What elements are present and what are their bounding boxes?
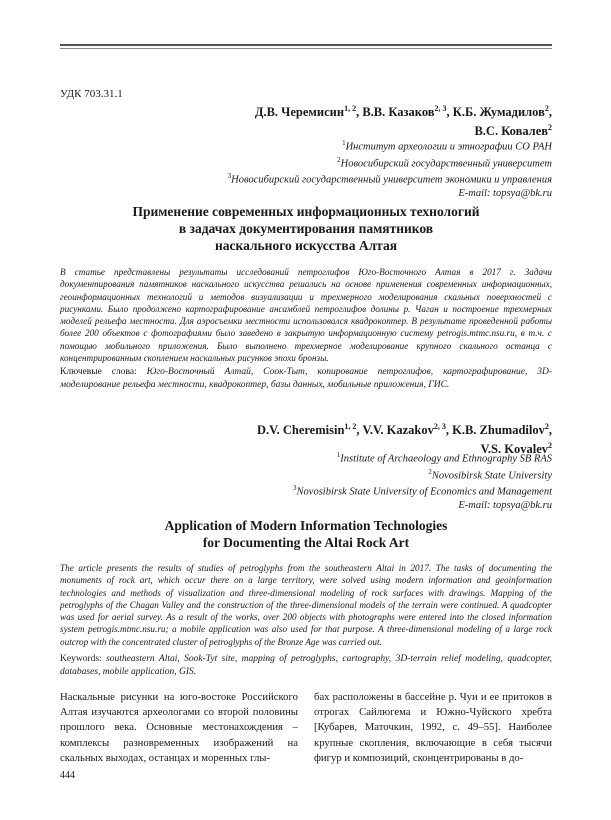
author-affil-sup: 2 (548, 123, 552, 133)
ru-title: Применение современных информационных технологий в задачах документирования памятников наскального искусства Алтая (132, 204, 480, 253)
author-name: В.В. Казаков (362, 105, 435, 120)
ru-abstract: В статье представлены результаты исследований петроглифов Юго-Восточного Алтая в 2017 г. Задачи документирования памятников наскального искусства решались на основе применения современных информационных, геоинформационных технологий и методов визуализации и трехмерного моделирования скальных поверхностей с рисунками. Было продолжено картографирование ансамблей петроглифов долины р. Чаган и построение трехмерных моделей рельефа местности. Для аэросъемки местности использовался квадрокоптер. В результате проведенной работы более 200 объектов с фотографиями было заведено в закрытую информационную систему petrogis.mtmc.nsu.ru, в т.ч. с помощью мобильного приложения. Было выполнено трехмерное моделирование крупного скального останца с концентрированным скоплением наскальных рисунков эпохи бронзы. (60, 267, 552, 364)
author-name: В.С. Ковалев (474, 124, 548, 139)
author-name: К.Б. Жумадилов (452, 105, 545, 120)
author-name: V.V. Kazakov (362, 423, 434, 438)
ru-affil-2: $^2$Новосибирский государственный университет (337, 155, 552, 169)
author-name: K.B. Zhumadilov (452, 423, 545, 438)
top-rule-thin (60, 48, 552, 49)
en-email: E-mail: topsya@bk.ru (458, 499, 552, 511)
author-affil-sup: 2 (544, 422, 549, 431)
body-column-left: Наскальные рисунки на юго-востоке Российского Алтая изучаются археологами со второй половины прошлого века. Основные местонахождения – комплексы разновременных изображений на скальных выходах, останцах и моренных глы- (60, 691, 298, 764)
author-name: D.V. Cheremisin (257, 423, 345, 438)
ru-affil-1: $^1$Институт археологии и этнографии СО РАН (342, 139, 552, 153)
ru-affiliations (102, 137, 552, 200)
body-column-right: бах расположены в бассейне р. Чуи и ее притоков в отрогах Сайлюгема и Южно-Чуйского хребта [Кубарев, Маточкин, 1992, с. 49–55]. Наиболее крупные скопления, включающие в себя тысячи фигур и композиций, сконцентрированы в до- (314, 691, 552, 764)
ru-authors-line1: Д.В. Черемисин$^{1, 2}$, В.В. Казаков$^{2, 3}$, К.Б. Жумадилов$^2$, (254, 104, 552, 120)
en-authors-line1: D.V. Cheremisin$^{1, 2}$, V.V. Kazakov$^{2, 3}$, K.B. Zhumadilov$^2$, (257, 422, 552, 438)
ru-email: E-mail: topsya@bk.ru (458, 187, 552, 199)
udk-code: УДК 703.31.1 (60, 88, 123, 100)
author-name: Д.В. Черемисин (254, 105, 345, 120)
author-affil-sup: 2, 3 (433, 422, 446, 431)
en-affil-2: $^2$Novosibirsk State University (428, 467, 552, 481)
en-abstract: The article presents the results of studies of petroglyphs from the southeastern Altai in 2017. The tasks of documenting the monuments of rock art, which occur there on a large territory, were solved using modern information and geoinformation technologies and methods of visualization and three-dimensional modeling of rock surfaces with drawings. Mapping of the petroglyphs of the Chagan Valley and the construction of the three-dimensional models of the terrain were continued. A quadcopter was used for aerial survey. As a result of the works, over 200 objects with photographs were entered into the closed information system petrogis.mtmc.nsu.ru; a mobile application was also used for that purpose. A three-dimensional modeling of a large rock outcrop with the concentrated cluster of petroglyphs of the Bronze Age was carried out. (60, 563, 552, 647)
author-affil-sup: 1, 2 (344, 422, 357, 431)
page-number: 444 (60, 770, 75, 781)
ru-keywords: Ключевые слова: Юго-Восточный Алтай, Соок-Тыт, копирование петроглифов, картографирование, 3D-моделирование рельефа местности, квадрокоптер, базы данных, мобильные приложения, ГИС. (60, 367, 552, 390)
ru-authors (102, 101, 552, 139)
en-keywords: Keywords: southeastern Altai, Sook-Tyt site, mapping of petroglyphs, cartography, 3D-terrain relief modeling, quadcopter, databases, mobile application, GIS. (60, 654, 552, 677)
author-affil-sup: 2 (548, 441, 552, 451)
en-affil-1: $^1$Institute of Archaeology and Ethnography SB RAS (336, 451, 552, 465)
en-affiliations (102, 449, 552, 512)
en-affil-3: $^3$Novosibirsk State University of Economics and Management (293, 484, 552, 498)
author-affil-sup: 2 (544, 104, 549, 113)
author-affil-sup: 2, 3 (434, 104, 447, 113)
en-title: Application of Modern Information Technologies for Documenting the Altai Rock Art (164, 518, 448, 550)
author-name: V.S. Kovalev (480, 442, 548, 457)
author-affil-sup: 1, 2 (344, 104, 357, 113)
ru-affil-3: $^3$Новосибирский государственный университет экономики и управления (227, 172, 552, 186)
top-rule (60, 44, 552, 46)
